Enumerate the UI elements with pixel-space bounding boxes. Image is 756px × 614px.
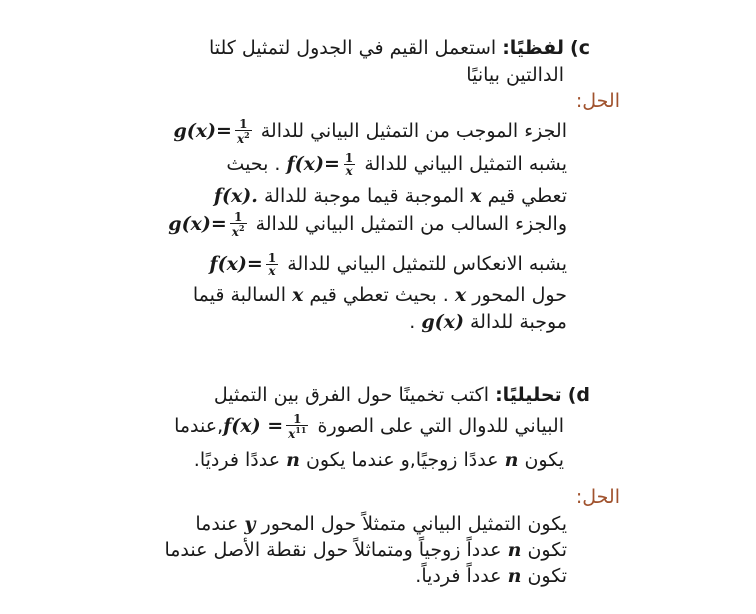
solution-c-line-3: تعطي قيم x الموجبة قيما موجبة للدالة f(x). (213, 185, 567, 207)
g-of-x: g(x) (421, 311, 464, 333)
part-d-question-line-3: يكون n عددًا زوجيًا,و عندما يكون n عددًا فرديًا. (193, 449, 564, 471)
solution-d-label: الحل: (575, 486, 620, 508)
solution-c-line-4: والجزء السالب من التمثيل البياني للدالة $\frac{1}{x^2}$ g(x)= (168, 210, 567, 239)
part-d-keyword: تحليليًا: (495, 384, 562, 406)
fraction-one-over-x: $\frac{1}{x}$ (267, 251, 277, 278)
g-of-x: g(x)= (168, 213, 227, 235)
f-of-x: f(x). (213, 185, 258, 207)
part-c-question-text: استعمل القيم في الجدول لتمثيل كلتا (208, 37, 497, 59)
solution-c-line-5: يشبه الانعكاس للتمثيل البياني للدالة $\frac{1}{x}$ f(x)= (209, 251, 567, 278)
solution-c-label: الحل: (575, 90, 620, 112)
part-d-question-line-2: البياني للدوال التي على الصورة $\frac{1}{x^{11}}$ f(x) =,عندما (174, 412, 564, 441)
solution-d-line-2: تكون n عدداً زوجياً ومتماثلاً حول نقطة الأصل عندما (164, 539, 567, 561)
part-d-question-line-1: d) تحليليًا: اكتب تخمينًا حول الفرق بين التمثيل (213, 384, 590, 406)
fraction-one-over-x: $\frac{1}{x}$ (344, 151, 354, 178)
fraction-one-over-x-squared: $\frac{1}{x^2}$ (236, 117, 250, 146)
g-of-x: g(x)= (173, 120, 232, 142)
part-c-question-line-1 (209, 34, 590, 62)
part-c-marker: c) (570, 37, 590, 59)
f-of-x: f(x)= (209, 253, 263, 275)
solution-d-line-3: تكون n عدداً فردياً. (415, 565, 567, 587)
solution-c-line-6: حول المحور x . بحيث تعطي قيم x السالبة قيما (192, 284, 567, 306)
fraction-one-over-x-squared: $\frac{1}{x^2}$ (231, 210, 245, 239)
part-c-keyword: لفظيًا: (502, 37, 564, 59)
solution-c-line-7: موجبة للدالة g(x) . (409, 311, 567, 333)
f-of-x: f(x) = (223, 415, 284, 437)
solution-c-line-2: يشبه التمثيل البياني للدالة $\frac{1}{x}$ f(x)= . بحيث (226, 151, 567, 178)
fraction-one-over-x-power-11: $\frac{1}{x^{11}}$ (288, 412, 307, 441)
part-c-question-line-2: الدالتين بيانيًا (466, 64, 564, 86)
part-d-marker: d) (567, 384, 590, 406)
solution-c-line-1: الجزء الموجب من التمثيل البياني للدالة $\frac{1}{x^2}$ g(x)= (173, 117, 567, 146)
f-of-x: f(x)= (286, 153, 340, 175)
solution-d-line-1: يكون التمثيل البياني متمثلاً حول المحور y عندما (195, 513, 567, 535)
